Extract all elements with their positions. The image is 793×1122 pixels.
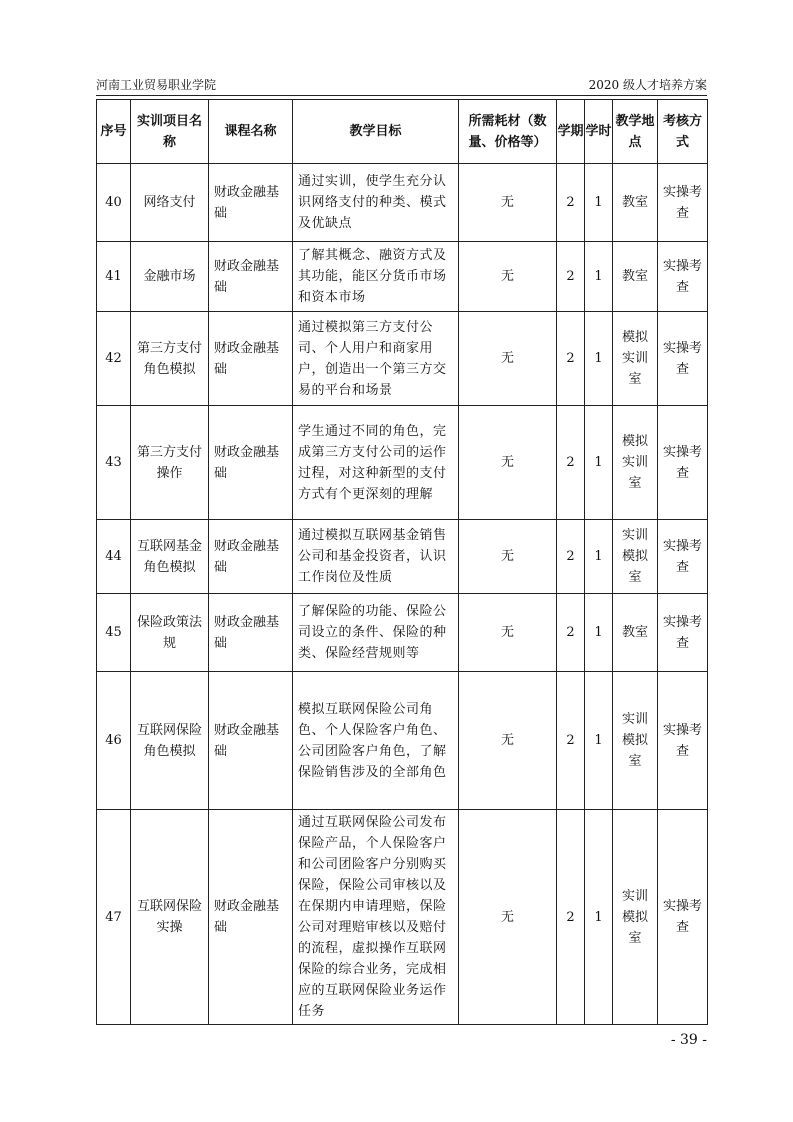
cell-project-name: 第三方支付角色模拟 xyxy=(131,312,209,406)
table-row xyxy=(97,406,708,520)
cell-hours: 1 xyxy=(585,312,613,406)
header-place: 教学地点 xyxy=(613,100,658,164)
header-course: 课程名称 xyxy=(209,100,293,164)
cell-objective: 了解保险的功能、保险公司设立的条件、保险的种类、保险经营规则等 xyxy=(293,594,459,672)
cell-place: 实训模拟室 xyxy=(613,672,658,810)
cell-term: 2 xyxy=(557,406,585,520)
cell-no: 46 xyxy=(97,672,131,810)
table-row xyxy=(97,164,708,242)
header-assessment: 考核方式 xyxy=(658,100,708,164)
page-number: - 39 - xyxy=(670,1032,707,1048)
cell-course: 财政金融基础 xyxy=(209,594,293,672)
cell-project-name: 网络支付 xyxy=(131,164,209,242)
cell-hours: 1 xyxy=(585,242,613,312)
table-row xyxy=(97,594,708,672)
page-header xyxy=(96,76,707,94)
cell-course: 财政金融基础 xyxy=(209,810,293,1025)
cell-assessment: 实操考查 xyxy=(658,594,708,672)
cell-project-name: 第三方支付操作 xyxy=(131,406,209,520)
cell-project-name: 互联网基金角色模拟 xyxy=(131,520,209,594)
cell-assessment: 实操考查 xyxy=(658,312,708,406)
cell-no: 47 xyxy=(97,810,131,1025)
cell-assessment: 实操考查 xyxy=(658,242,708,312)
cell-term: 2 xyxy=(557,810,585,1025)
cell-place: 实训模拟室 xyxy=(613,520,658,594)
header-document-title: 2020 级人才培养方案 xyxy=(588,78,707,92)
header-objective: 教学目标 xyxy=(293,100,459,164)
header-term: 学期 xyxy=(557,100,585,164)
header-divider xyxy=(96,95,707,96)
cell-materials: 无 xyxy=(459,242,557,312)
header-no: 序号 xyxy=(97,100,131,164)
cell-hours: 1 xyxy=(585,594,613,672)
cell-no: 43 xyxy=(97,406,131,520)
cell-term: 2 xyxy=(557,312,585,406)
cell-course: 财政金融基础 xyxy=(209,164,293,242)
cell-course: 财政金融基础 xyxy=(209,672,293,810)
cell-assessment: 实操考查 xyxy=(658,672,708,810)
cell-project-name: 互联网保险角色模拟 xyxy=(131,672,209,810)
cell-hours: 1 xyxy=(585,164,613,242)
cell-no: 40 xyxy=(97,164,131,242)
header-hours: 学时 xyxy=(585,100,613,164)
cell-place: 教室 xyxy=(613,242,658,312)
cell-assessment: 实操考查 xyxy=(658,406,708,520)
cell-materials: 无 xyxy=(459,406,557,520)
cell-no: 44 xyxy=(97,520,131,594)
cell-objective: 模拟互联网保险公司角色、个人保险客户角色、公司团险客户角色，了解保险销售涉及的全部角色 xyxy=(293,672,459,810)
cell-project-name: 互联网保险实操 xyxy=(131,810,209,1025)
cell-assessment: 实操考查 xyxy=(658,164,708,242)
cell-project-name: 保险政策法规 xyxy=(131,594,209,672)
cell-place: 模拟实训室 xyxy=(613,406,658,520)
cell-materials: 无 xyxy=(459,594,557,672)
cell-no: 41 xyxy=(97,242,131,312)
table-header-row xyxy=(97,100,708,164)
cell-materials: 无 xyxy=(459,810,557,1025)
cell-term: 2 xyxy=(557,164,585,242)
table-row xyxy=(97,242,708,312)
cell-hours: 1 xyxy=(585,672,613,810)
training-table xyxy=(96,99,708,1025)
cell-materials: 无 xyxy=(459,164,557,242)
table-row xyxy=(97,312,708,406)
cell-objective: 学生通过不同的角色，完成第三方支付公司的运作过程，对这种新型的支付方式有个更深刻的理解 xyxy=(293,406,459,520)
cell-course: 财政金融基础 xyxy=(209,520,293,594)
cell-materials: 无 xyxy=(459,312,557,406)
cell-assessment: 实操考查 xyxy=(658,810,708,1025)
cell-course: 财政金融基础 xyxy=(209,406,293,520)
header-institution: 河南工业贸易职业学院 xyxy=(96,78,217,92)
table-row xyxy=(97,810,708,1025)
cell-objective: 了解其概念、融资方式及其功能，能区分货币市场和资本市场 xyxy=(293,242,459,312)
cell-hours: 1 xyxy=(585,810,613,1025)
cell-objective: 通过互联网保险公司发布保险产品，个人保险客户和公司团险客户分别购买保险，保险公司审核以及在保期内申请理赔，保险公司对理赔审核以及赔付的流程，虚拟操作互联网保险的综合业务，完成相应的互联网保险业务运作任务 xyxy=(293,810,459,1025)
cell-objective: 通过模拟互联网基金销售公司和基金投资者，认识工作岗位及性质 xyxy=(293,520,459,594)
cell-term: 2 xyxy=(557,520,585,594)
cell-objective: 通过模拟第三方支付公司、个人用户和商家用户，创造出一个第三方交易的平台和场景 xyxy=(293,312,459,406)
cell-objective: 通过实训，使学生充分认识网络支付的种类、模式及优缺点 xyxy=(293,164,459,242)
cell-project-name: 金融市场 xyxy=(131,242,209,312)
table-row xyxy=(97,672,708,810)
cell-term: 2 xyxy=(557,594,585,672)
cell-course: 财政金融基础 xyxy=(209,312,293,406)
cell-term: 2 xyxy=(557,672,585,810)
cell-place: 模拟实训室 xyxy=(613,312,658,406)
header-materials: 所需耗材（数量、价格等） xyxy=(459,100,557,164)
cell-hours: 1 xyxy=(585,520,613,594)
cell-place: 教室 xyxy=(613,594,658,672)
cell-place: 教室 xyxy=(613,164,658,242)
cell-assessment: 实操考查 xyxy=(658,520,708,594)
cell-hours: 1 xyxy=(585,406,613,520)
cell-place: 实训模拟室 xyxy=(613,810,658,1025)
cell-materials: 无 xyxy=(459,672,557,810)
header-project-name: 实训项目名称 xyxy=(131,100,209,164)
cell-no: 45 xyxy=(97,594,131,672)
table-row xyxy=(97,520,708,594)
cell-course: 财政金融基础 xyxy=(209,242,293,312)
cell-term: 2 xyxy=(557,242,585,312)
cell-no: 42 xyxy=(97,312,131,406)
cell-materials: 无 xyxy=(459,520,557,594)
